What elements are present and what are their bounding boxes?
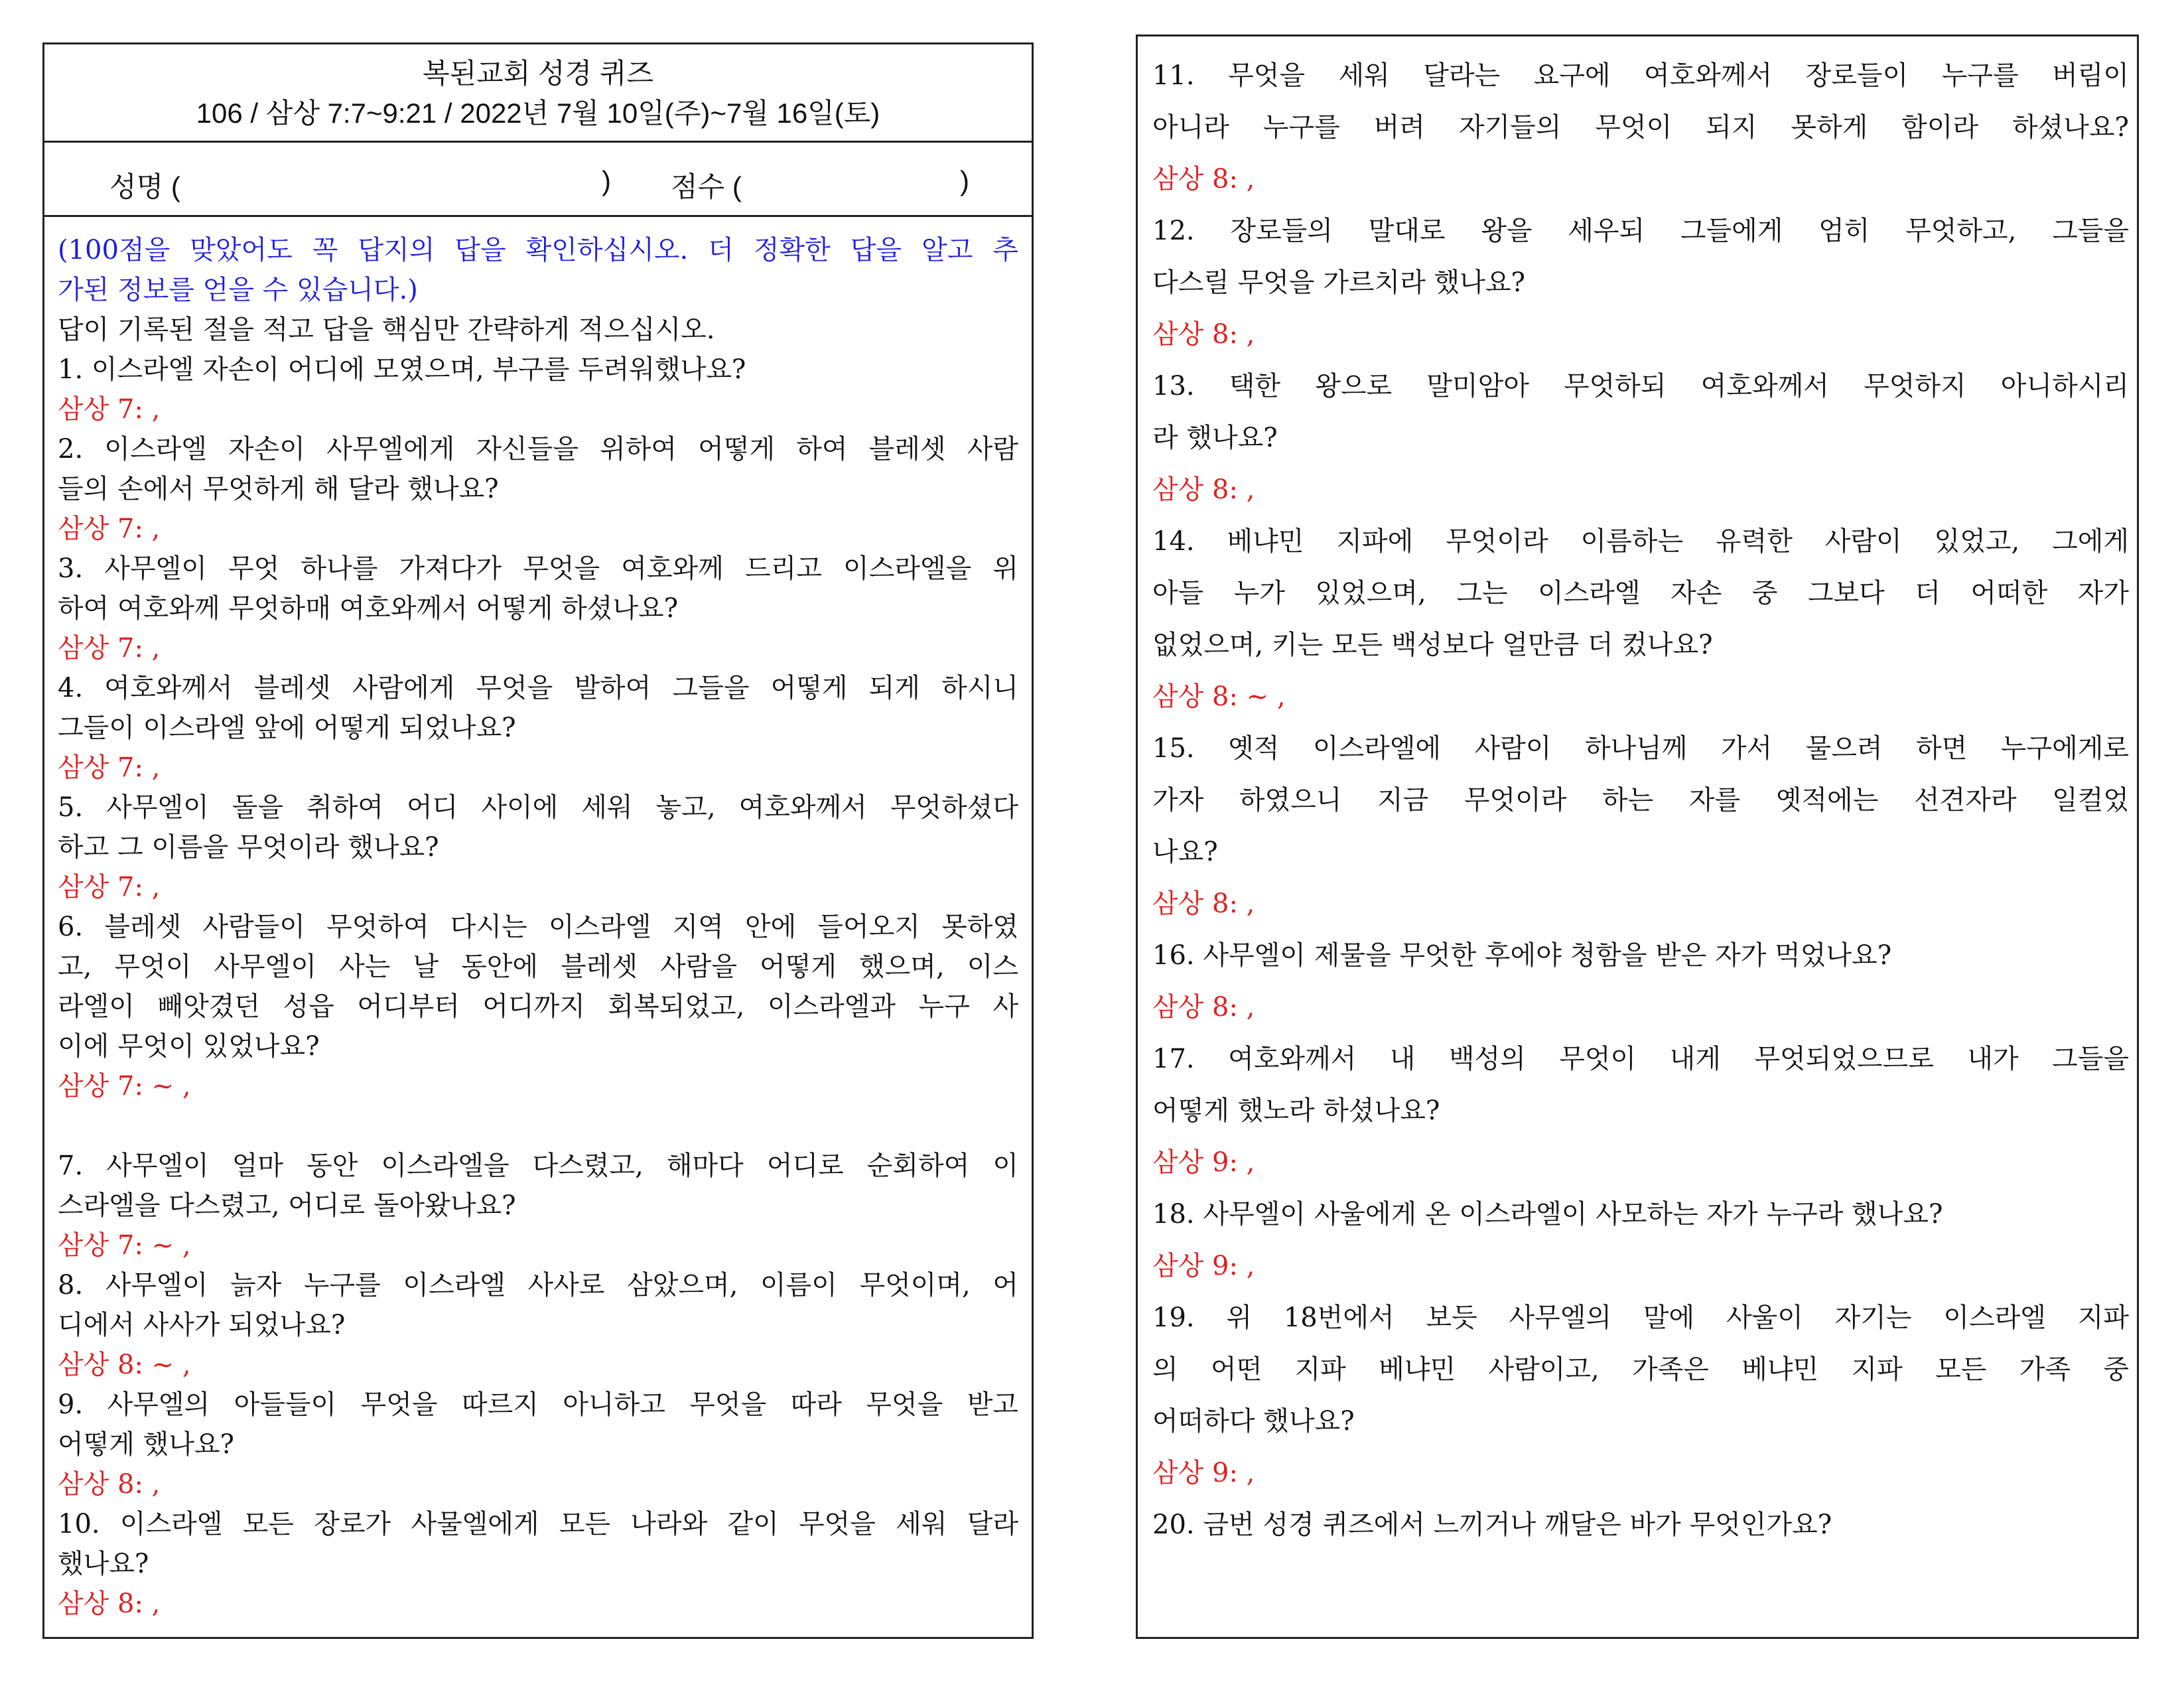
question-9-cont: 어떻게 했나요?: [58, 1429, 234, 1460]
question-2-cont: 들의 손에서 무엇하게 해 달라 했나요?: [58, 474, 499, 504]
quiz-subtitle: 106 / 삼상 7:7~9:21 / 2022년 7월 10일(주)~7월 16일(토): [196, 98, 880, 129]
question-17-cont: 어떻게 했노라 하셨나요?: [1152, 1095, 1440, 1126]
answer-1[interactable]: 삼상 7: ,: [58, 394, 161, 425]
question-9: 9. 사무엘의 아들들이 무엇을 따르지 아니하고 무엇을 따라 무엇을 받고: [58, 1389, 1018, 1420]
questions-right: [1138, 36, 2137, 1551]
question-14-cont: 아들 누가 있었으며, 그는 이스라엘 자손 중 그보다 더 어떠한 자가: [1152, 578, 2129, 608]
answer-6[interactable]: 삼상 7: ~ ,: [58, 1071, 191, 1101]
instruction: 답이 기록된 절을 적고 답을 핵심만 간략하게 적으십시오.: [58, 315, 715, 345]
answer-5[interactable]: 삼상 7: ,: [58, 872, 161, 902]
question-7-cont: 스라엘을 다스렸고, 어디로 돌아왔나요?: [58, 1190, 516, 1221]
quiz-sheet-right: [1136, 35, 2139, 1639]
question-10: 10. 이스라엘 모든 장로가 사물엘에게 모든 나라와 같이 무엇을 세워 달라: [58, 1509, 1018, 1539]
question-17: 17. 여호와께서 내 백성의 무엇이 내게 무엇되었으므로 내가 그들을: [1152, 1044, 2129, 1074]
question-5-cont: 하고 그 이름을 무엇이라 했나요?: [58, 832, 439, 863]
question-6: 6. 블레셋 사람들이 무엇하여 다시는 이스라엘 지역 안에 들어오지 못하였: [58, 912, 1018, 942]
notice-line: (100점을 맞았어도 꼭 답지의 답을 확인하십시오. 더 정확한 답을 알고 추: [58, 235, 1018, 265]
answer-17[interactable]: 삼상 9: ,: [1152, 1147, 1255, 1178]
question-11-cont: 아니라 누구를 버려 자기들의 무엇이 되지 못하게 함이라 하셨나요?: [1152, 112, 2129, 143]
answer-8[interactable]: 삼상 8: ~ ,: [58, 1350, 191, 1380]
answer-9[interactable]: 삼상 8: ,: [58, 1469, 161, 1500]
quiz-header: [44, 44, 1032, 143]
question-1: 1. 이스라엘 자손이 어디에 모였으며, 부구를 두려워했나요?: [58, 354, 746, 385]
answer-15[interactable]: 삼상 8: ,: [1152, 888, 1255, 919]
answer-19[interactable]: 삼상 9: ,: [1152, 1458, 1255, 1488]
question-14-cont: 없었으며, 키는 모든 백성보다 얼만큼 더 컸나요?: [1152, 630, 1713, 660]
answer-11[interactable]: 삼상 8: ,: [1152, 164, 1255, 194]
name-field-close: ): [602, 165, 611, 196]
question-6-cont: 고, 무엇이 사무엘이 사는 날 동안에 블레셋 사람을 어떻게 했으며, 이스: [58, 952, 1018, 982]
question-2: 2. 이스라엘 자손이 사무엘에게 자신들을 위하여 어떻게 하여 블레셋 사람: [58, 434, 1018, 464]
answer-14[interactable]: 삼상 8: ~ ,: [1152, 681, 1286, 712]
answer-16[interactable]: 삼상 8: ,: [1152, 992, 1255, 1022]
question-19-cont: 어떠하다 했나요?: [1152, 1406, 1355, 1437]
spacer: [58, 1106, 1018, 1146]
name-label: 성명 (: [109, 171, 180, 202]
question-11: 11. 무엇을 세워 달라는 요구에 여호와께서 장로들이 누구를 버림이: [1152, 60, 2129, 91]
question-4: 4. 여호와께서 블레셋 사람에게 무엇을 발하여 그들을 어떻게 되게 하시니: [58, 673, 1018, 703]
quiz-sheet-left: [42, 42, 1034, 1639]
question-8-cont: 디에서 사사가 되었나요?: [58, 1310, 346, 1340]
question-20: 20. 금번 성경 퀴즈에서 느끼거나 깨달은 바가 무엇인가요?: [1152, 1510, 1832, 1540]
answer-3[interactable]: 삼상 7: ,: [58, 633, 161, 664]
question-13-cont: 라 했나요?: [1152, 423, 1278, 453]
score-field-close: ): [960, 165, 969, 196]
question-14: 14. 베냐민 지파에 무엇이라 이름하는 유력한 사람이 있었고, 그에게: [1152, 526, 2129, 557]
score-label: 점수 (: [671, 171, 742, 202]
question-15: 15. 옛적 이스라엘에 사람이 하나님께 가서 물으려 하면 누구에게로: [1152, 733, 2129, 764]
answer-12[interactable]: 삼상 8: ,: [1152, 319, 1255, 350]
question-16: 16. 사무엘이 제물을 무엇한 후에야 청함을 받은 자가 먹었나요?: [1152, 940, 1892, 971]
quiz-title: 복된교회 성경 퀴즈: [423, 58, 653, 89]
questions-left: [44, 217, 1032, 1624]
question-6-cont: 이에 무엇이 있었나요?: [58, 1031, 320, 1062]
answer-18[interactable]: 삼상 9: ,: [1152, 1251, 1255, 1281]
question-6-cont: 라엘이 빼앗겼던 성읍 어디부터 어디까지 회복되었고, 이스라엘과 누구 사: [58, 991, 1018, 1022]
question-19-cont: 의 어떤 지파 베냐민 사람이고, 가족은 베냐민 지파 모든 가족 중: [1152, 1354, 2129, 1385]
name-score-row: [44, 143, 1032, 217]
question-12-cont: 다스릴 무엇을 가르치라 했나요?: [1152, 267, 1525, 298]
question-4-cont: 그들이 이스라엘 앞에 어떻게 되었나요?: [58, 713, 516, 743]
answer-10[interactable]: 삼상 8: ,: [58, 1588, 161, 1619]
question-3: 3. 사무엘이 무엇 하나를 가져다가 무엇을 여호와께 드리고 이스라엘을 위: [58, 553, 1018, 584]
question-12: 12. 장로들의 말대로 왕을 세우되 그들에게 엄히 무엇하고, 그들을: [1152, 216, 2129, 246]
question-13: 13. 택한 왕으로 말미암아 무엇하되 여호와께서 무엇하지 아니하시리: [1152, 371, 2129, 401]
answer-4[interactable]: 삼상 7: ,: [58, 752, 161, 783]
question-3-cont: 하여 여호와께 무엇하매 여호와께서 어떻게 하셨나요?: [58, 593, 679, 624]
question-8: 8. 사무엘이 늙자 누구를 이스라엘 사사로 삼았으며, 이름이 무엇이며, 어: [58, 1270, 1018, 1301]
question-5: 5. 사무엘이 돌을 취하여 어디 사이에 세워 놓고, 여호와께서 무엇하셨다: [58, 792, 1018, 823]
answer-13[interactable]: 삼상 8: ,: [1152, 474, 1255, 505]
question-19: 19. 위 18번에서 보듯 사무엘의 말에 사울이 자기는 이스라엘 지파: [1152, 1303, 2129, 1333]
answer-7[interactable]: 삼상 7: ~ ,: [58, 1230, 191, 1261]
question-18: 18. 사무엘이 사울에게 온 이스라엘이 사모하는 자가 누구라 했나요?: [1152, 1199, 1943, 1230]
question-10-cont: 했나요?: [58, 1549, 149, 1579]
question-7: 7. 사무엘이 얼마 동안 이스라엘을 다스렸고, 해마다 어디로 순회하여 이: [58, 1151, 1018, 1181]
question-15-cont: 나요?: [1152, 837, 1218, 867]
notice-line: 가된 정보를 얻을 수 있습니다.): [58, 275, 418, 305]
question-15-cont: 가자 하였으니 지금 무엇이라 하는 자를 옛적에는 선견자라 일컬었: [1152, 785, 2129, 815]
answer-2[interactable]: 삼상 7: ,: [58, 514, 161, 544]
